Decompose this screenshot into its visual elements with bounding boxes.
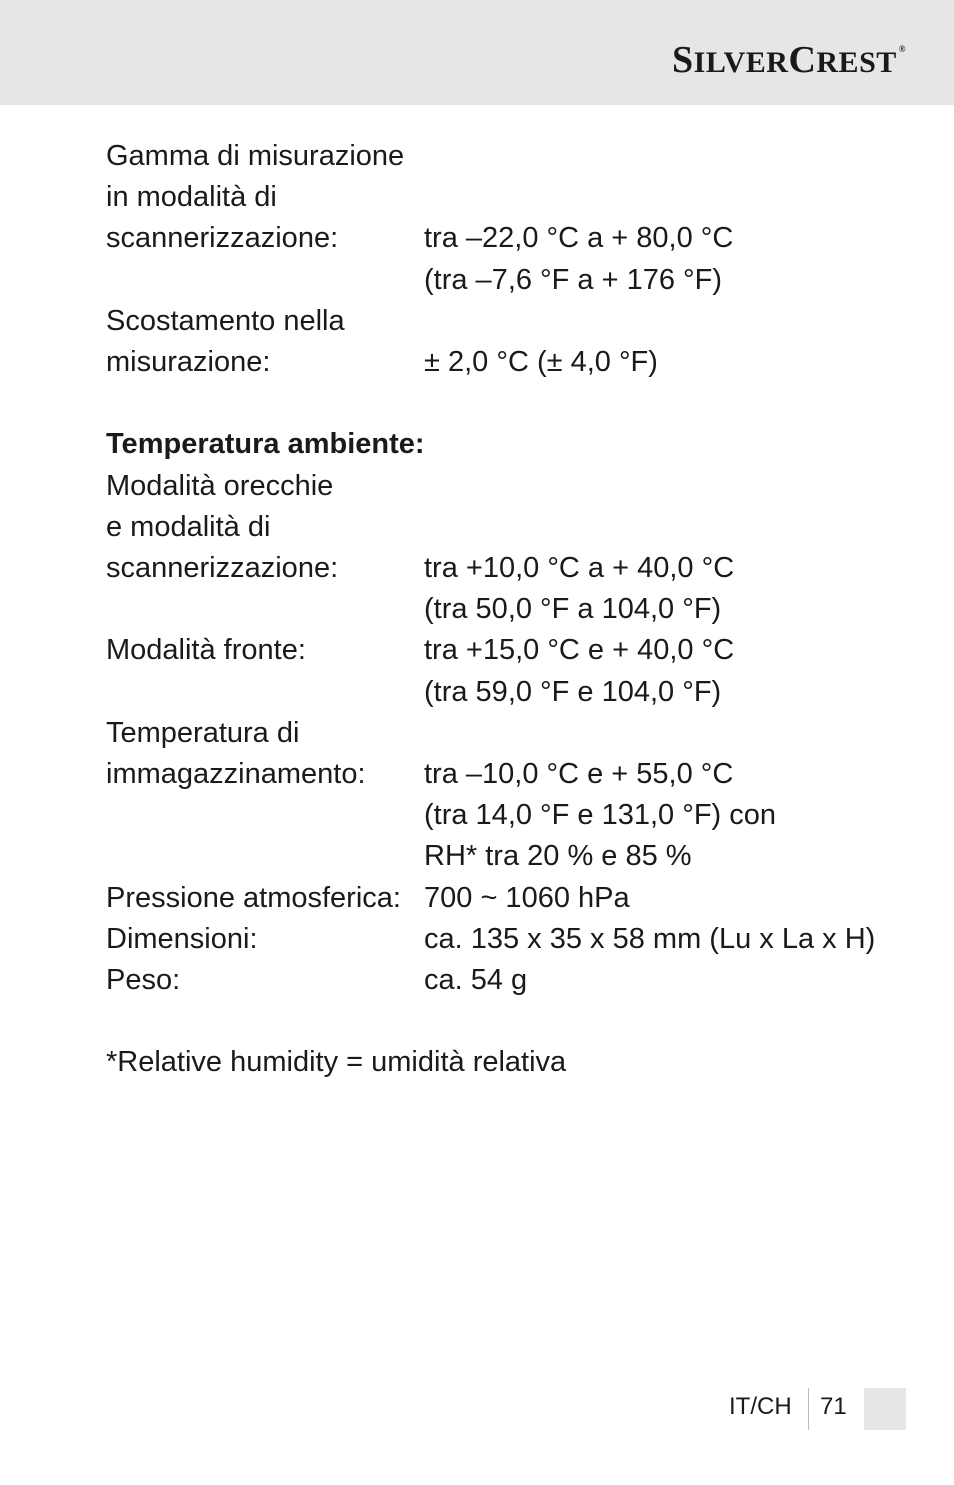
spec-label: e modalità di [106, 510, 271, 543]
footnote: *Relative humidity = umidità relativa [106, 1046, 567, 1079]
spec-row [106, 260, 866, 301]
spec-label: Scostamento nella [106, 304, 345, 337]
spec-value: tra +15,0 °C e + 40,0 °C [424, 634, 735, 667]
spec-row [106, 754, 866, 795]
spec-value [424, 466, 866, 507]
spec-value [424, 507, 866, 548]
spec-row [106, 507, 866, 548]
spec-label [106, 795, 424, 836]
spec-row [106, 630, 866, 671]
spec-label: Temperatura di [106, 716, 300, 749]
spec-value: (tra 59,0 °F e 104,0 °F) [424, 675, 722, 708]
section-title: Temperatura ambiente: [106, 428, 425, 461]
spec-value: ca. 54 g [424, 964, 528, 997]
spec-label [106, 836, 424, 877]
spec-value: ca. 135 x 35 x 58 mm (Lu x La x H) [424, 922, 876, 955]
spec-row [106, 960, 866, 1001]
spec-value [424, 136, 866, 177]
spec-row [106, 466, 866, 507]
spec-value [424, 177, 866, 218]
page-header [0, 0, 954, 105]
spec-row [106, 548, 866, 589]
spec-row [106, 177, 866, 218]
spec-row [106, 301, 866, 342]
spec-content [106, 136, 876, 1084]
spec-label: scannerizzazione: [106, 552, 339, 585]
spec-row [106, 878, 866, 919]
spec-label [106, 672, 424, 713]
footer-language: IT/CH [729, 1393, 792, 1420]
spec-row [106, 672, 866, 713]
spec-label: Peso: [106, 964, 181, 997]
spec-row [106, 589, 866, 630]
spec-value: RH* tra 20 % e 85 % [424, 840, 692, 873]
spec-row [106, 919, 876, 960]
spec-label [106, 589, 424, 630]
spec-row [106, 713, 866, 754]
spec-row [106, 342, 866, 383]
spec-row [106, 795, 866, 836]
spec-row [106, 218, 866, 259]
footer-divider [808, 1388, 809, 1430]
spec-group-measurement [106, 136, 866, 383]
spec-label: Gamma di misurazione [106, 140, 405, 172]
spec-label: in modalità di [106, 181, 277, 214]
spec-value: tra –22,0 °C a + 80,0 °C [424, 222, 734, 255]
spacer [106, 1001, 866, 1042]
brand-logo: SILVERCREST ® [672, 39, 906, 81]
spec-value: ± 2,0 °C (± 4,0 °F) [424, 346, 658, 379]
spec-label: Modalità fronte: [106, 634, 306, 667]
spec-row [106, 836, 866, 877]
spec-label: misurazione: [106, 346, 271, 379]
footer-marker [864, 1388, 906, 1430]
spec-value [424, 713, 866, 754]
spec-value: tra –10,0 °C e + 55,0 °C [424, 758, 734, 791]
spec-value: (tra 50,0 °F a 104,0 °F) [424, 593, 722, 626]
spec-value: (tra –7,6 °F a + 176 °F) [424, 263, 723, 296]
spec-label [106, 260, 424, 301]
spec-label: Modalità orecchie [106, 469, 334, 502]
spec-label: scannerizzazione: [106, 222, 339, 255]
spec-group-ambient [106, 466, 876, 1002]
spec-value: (tra 14,0 °F e 131,0 °F) con [424, 799, 777, 832]
spec-value: 700 ~ 1060 hPa [424, 881, 630, 914]
spec-label: Dimensioni: [106, 922, 258, 955]
spec-label: immagazzinamento: [106, 758, 366, 791]
spec-label: Pressione atmosferica: [106, 881, 401, 914]
page-number: 71 [820, 1393, 847, 1420]
spec-value [424, 301, 866, 342]
spec-value: tra +10,0 °C a + 40,0 °C [424, 552, 735, 585]
spec-row [106, 136, 866, 177]
